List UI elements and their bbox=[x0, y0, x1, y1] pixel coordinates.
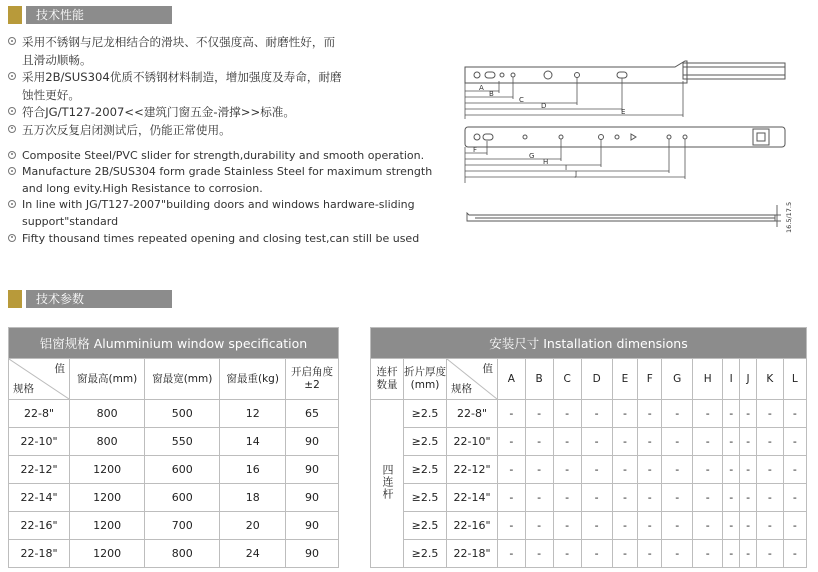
top-dimension-labels bbox=[479, 84, 625, 116]
en-bullet-text: Fifty thousand times repeated opening and closing test,can still be used bbox=[22, 231, 420, 245]
table-row bbox=[371, 400, 807, 428]
dimension-value-cell: - bbox=[783, 512, 806, 540]
table-cell: 65 bbox=[286, 400, 339, 428]
table-cell: 1200 bbox=[70, 540, 145, 568]
dim-label-i: I bbox=[565, 164, 568, 172]
table-cell: 90 bbox=[286, 540, 339, 568]
dimension-value-cell: - bbox=[612, 428, 638, 456]
dimension-value-cell: - bbox=[553, 540, 581, 568]
dimension-value-cell: - bbox=[553, 456, 581, 484]
thickness-cell: ≥2.5 bbox=[404, 512, 447, 540]
corner-cell bbox=[447, 359, 498, 400]
thickness-cell: ≥2.5 bbox=[404, 540, 447, 568]
header-thickness: 折片厚度 (mm) bbox=[404, 359, 447, 400]
dim-label-j: J bbox=[575, 170, 578, 178]
spec-cell: 22-12" bbox=[447, 456, 498, 484]
spec-cell: 22-10" bbox=[447, 428, 498, 456]
section-title: 技术性能 bbox=[26, 6, 172, 24]
table-cell: 22-12" bbox=[9, 456, 70, 484]
dimension-header-g: G bbox=[662, 359, 693, 400]
table-row bbox=[9, 456, 339, 484]
dimension-value-cell: - bbox=[638, 456, 662, 484]
table-cell: 90 bbox=[286, 484, 339, 512]
dim-label-c: C bbox=[519, 96, 524, 104]
spec-cell: 22-14" bbox=[447, 484, 498, 512]
dimension-value-cell: - bbox=[723, 512, 740, 540]
dimension-value-cell: - bbox=[693, 512, 723, 540]
dimension-header-l: L bbox=[783, 359, 806, 400]
dimension-value-cell: - bbox=[783, 428, 806, 456]
dimension-value-cell: - bbox=[740, 512, 757, 540]
dimension-value-cell: - bbox=[723, 456, 740, 484]
spec-cell: 22-18" bbox=[447, 540, 498, 568]
spec-cell: 22-8" bbox=[447, 400, 498, 428]
dimension-value-cell: - bbox=[581, 484, 612, 512]
column-header: 窗最宽(mm) bbox=[145, 359, 220, 400]
dimension-value-cell: - bbox=[525, 512, 553, 540]
dimension-value-cell: - bbox=[757, 456, 784, 484]
corner-spec-label: 规格 bbox=[13, 383, 34, 395]
dim-label-g: G bbox=[529, 152, 535, 160]
table-cell: 600 bbox=[145, 484, 220, 512]
link-type-cell: 四连杆 bbox=[371, 400, 404, 568]
dimension-value-cell: - bbox=[638, 400, 662, 428]
table-row bbox=[9, 428, 339, 456]
spec-cell: 22-16" bbox=[447, 512, 498, 540]
dimension-value-cell: - bbox=[757, 540, 784, 568]
bullet-circle-icon bbox=[8, 125, 16, 133]
dimension-value-cell: - bbox=[581, 428, 612, 456]
window-spec-table bbox=[8, 327, 339, 568]
section-marker bbox=[8, 290, 22, 308]
dimension-value-cell: - bbox=[740, 428, 757, 456]
table-cell: 600 bbox=[145, 456, 220, 484]
dimension-value-cell: - bbox=[638, 484, 662, 512]
table-title: 安装尺寸 Installation dimensions bbox=[371, 328, 807, 359]
dimension-value-cell: - bbox=[498, 540, 526, 568]
dim-label-e: E bbox=[621, 108, 626, 116]
corner-spec-label: 规格 bbox=[451, 383, 472, 395]
dimension-value-cell: - bbox=[581, 400, 612, 428]
en-bullet-text: Composite Steel/PVC slider for strength,durability and smooth operation. bbox=[22, 148, 425, 162]
dimension-value-cell: - bbox=[740, 456, 757, 484]
table-cell: 550 bbox=[145, 428, 220, 456]
dimension-value-cell: - bbox=[723, 400, 740, 428]
dimension-value-cell: - bbox=[662, 456, 693, 484]
en-bullet-text: support"standard bbox=[22, 214, 119, 228]
table-row bbox=[371, 512, 807, 540]
dimension-value-cell: - bbox=[612, 400, 638, 428]
dimension-value-cell: - bbox=[783, 484, 806, 512]
side-slider-view bbox=[467, 205, 781, 227]
dimension-value-cell: - bbox=[553, 484, 581, 512]
table-cell: 22-18" bbox=[9, 540, 70, 568]
table-cell: 800 bbox=[70, 428, 145, 456]
dimension-value-cell: - bbox=[783, 400, 806, 428]
table-cell: 12 bbox=[220, 400, 286, 428]
dimension-value-cell: - bbox=[525, 540, 553, 568]
dim-label-b: B bbox=[489, 90, 494, 98]
bullet-circle-icon bbox=[8, 151, 16, 159]
thickness-cell: ≥2.5 bbox=[404, 456, 447, 484]
dimension-header-a: A bbox=[498, 359, 526, 400]
dimension-value-cell: - bbox=[612, 512, 638, 540]
bullet-circle-icon bbox=[8, 107, 16, 115]
column-header: 开启角度 ±2 bbox=[286, 359, 339, 400]
header-link-count: 连杆 数量 bbox=[371, 359, 404, 400]
dimension-value-cell: - bbox=[723, 428, 740, 456]
en-bullet bbox=[8, 231, 448, 248]
dimension-header-i: I bbox=[723, 359, 740, 400]
dimension-value-cell: - bbox=[757, 428, 784, 456]
table-cell: 20 bbox=[220, 512, 286, 540]
dimension-value-cell: - bbox=[740, 400, 757, 428]
dim-label-h: H bbox=[543, 158, 549, 166]
dimension-value-cell: - bbox=[553, 512, 581, 540]
table-cell: 22-10" bbox=[9, 428, 70, 456]
dim-label-a: A bbox=[479, 84, 484, 92]
section-header-performance bbox=[8, 6, 172, 24]
table-row bbox=[9, 484, 339, 512]
dim-label-d: D bbox=[541, 102, 547, 110]
dimension-value-cell: - bbox=[783, 456, 806, 484]
dimension-value-cell: - bbox=[498, 456, 526, 484]
corner-cell bbox=[9, 359, 70, 400]
table-row bbox=[9, 540, 339, 568]
corner-value-label: 值 bbox=[482, 363, 493, 375]
dimension-value-cell: - bbox=[638, 512, 662, 540]
dimension-header-e: E bbox=[612, 359, 638, 400]
slider-technical-drawing bbox=[455, 55, 805, 245]
dimension-value-cell: - bbox=[693, 484, 723, 512]
table-row bbox=[9, 400, 339, 428]
dimension-value-cell: - bbox=[783, 540, 806, 568]
table-cell: 700 bbox=[145, 512, 220, 540]
dimension-value-cell: - bbox=[498, 484, 526, 512]
dimension-value-cell: - bbox=[740, 540, 757, 568]
table-cell: 1200 bbox=[70, 456, 145, 484]
dimension-value-cell: - bbox=[662, 484, 693, 512]
dim-label-f: F bbox=[473, 146, 478, 154]
dimension-value-cell: - bbox=[693, 400, 723, 428]
table-cell: 1200 bbox=[70, 484, 145, 512]
dimension-value-cell: - bbox=[638, 428, 662, 456]
table-cell: 22-14" bbox=[9, 484, 70, 512]
thickness-cell: ≥2.5 bbox=[404, 428, 447, 456]
dimension-value-cell: - bbox=[662, 428, 693, 456]
dimension-header-h: H bbox=[693, 359, 723, 400]
cn-bullet-text: 五万次反复启闭测试后，仍能正常使用。 bbox=[22, 122, 231, 137]
dimension-value-cell: - bbox=[662, 400, 693, 428]
dimension-value-cell: - bbox=[723, 484, 740, 512]
column-header: 窗最重(kg) bbox=[220, 359, 286, 400]
cn-bullet-text: 采用2B/SUS304优质不锈钢材料制造，增加强度及寿命，耐磨 bbox=[22, 70, 342, 85]
dimension-value-cell: - bbox=[757, 400, 784, 428]
table-cell: 90 bbox=[286, 456, 339, 484]
middle-slider-view bbox=[465, 127, 785, 147]
column-header: 窗最高(mm) bbox=[70, 359, 145, 400]
cn-bullet-text: 蚀性更好。 bbox=[22, 87, 80, 102]
dimension-value-cell: - bbox=[525, 456, 553, 484]
dimension-value-cell: - bbox=[612, 540, 638, 568]
middle-dimension-labels bbox=[473, 146, 577, 178]
thickness-cell: ≥2.5 bbox=[404, 484, 447, 512]
table-cell: 1200 bbox=[70, 512, 145, 540]
table-row bbox=[371, 484, 807, 512]
dimension-value-cell: - bbox=[723, 540, 740, 568]
dimension-value-cell: - bbox=[693, 540, 723, 568]
cn-bullet-text: 符合JG/T127-2007<<建筑门窗五金-滑撑>>标准。 bbox=[22, 105, 295, 120]
dimension-value-cell: - bbox=[553, 400, 581, 428]
dimension-value-cell: - bbox=[693, 456, 723, 484]
table-cell: 24 bbox=[220, 540, 286, 568]
side-dimension-label: 16.5/17.5 bbox=[785, 201, 793, 233]
dimension-value-cell: - bbox=[662, 540, 693, 568]
table-cell: 800 bbox=[145, 540, 220, 568]
cn-bullet-text: 采用不锈钢与尼龙相结合的滑块、不仅强度高、耐磨性好，而 bbox=[22, 35, 336, 49]
dimension-value-cell: - bbox=[525, 400, 553, 428]
section-title: 技术参数 bbox=[26, 290, 172, 308]
table-cell: 18 bbox=[220, 484, 286, 512]
dimension-header-j: J bbox=[740, 359, 757, 400]
dimension-header-d: D bbox=[581, 359, 612, 400]
table-row bbox=[9, 512, 339, 540]
bullet-circle-icon bbox=[8, 234, 16, 242]
table-cell: 22-16" bbox=[9, 512, 70, 540]
dimension-value-cell: - bbox=[581, 512, 612, 540]
table-row bbox=[371, 428, 807, 456]
en-bullet bbox=[8, 148, 448, 165]
dimension-value-cell: - bbox=[525, 428, 553, 456]
table-row bbox=[371, 540, 807, 568]
cn-bullet bbox=[8, 122, 448, 140]
feature-list bbox=[8, 34, 448, 247]
dimension-value-cell: - bbox=[757, 512, 784, 540]
dimension-header-c: C bbox=[553, 359, 581, 400]
table-cell: 16 bbox=[220, 456, 286, 484]
dimension-value-cell: - bbox=[581, 540, 612, 568]
installation-dimensions-table bbox=[370, 327, 807, 568]
dimension-value-cell: - bbox=[693, 428, 723, 456]
en-bullet bbox=[8, 164, 448, 197]
cn-bullet bbox=[8, 104, 448, 122]
dimension-value-cell: - bbox=[581, 456, 612, 484]
bullet-circle-icon bbox=[8, 37, 16, 45]
table-title: 铝窗规格 Alumminium window specification bbox=[9, 328, 339, 359]
cn-bullet-text: 且滑动顺畅。 bbox=[22, 52, 92, 67]
bullet-circle-icon bbox=[8, 200, 16, 208]
dimension-value-cell: - bbox=[757, 484, 784, 512]
dimension-value-cell: - bbox=[740, 484, 757, 512]
bullet-circle-icon bbox=[8, 167, 16, 175]
dimension-value-cell: - bbox=[498, 512, 526, 540]
dimension-value-cell: - bbox=[612, 456, 638, 484]
corner-value-label: 值 bbox=[54, 363, 65, 375]
en-bullet-text: and long evity.High Resistance to corrosion. bbox=[22, 181, 263, 195]
table-cell: 14 bbox=[220, 428, 286, 456]
dimension-value-cell: - bbox=[553, 428, 581, 456]
dimension-value-cell: - bbox=[638, 540, 662, 568]
dimension-value-cell: - bbox=[612, 484, 638, 512]
en-bullet-text: In line with JG/T127-2007"building doors and windows hardware-sliding bbox=[22, 198, 415, 212]
dimension-value-cell: - bbox=[525, 484, 553, 512]
section-header-parameters bbox=[8, 290, 172, 308]
bullet-circle-icon bbox=[8, 72, 16, 80]
dimension-header-k: K bbox=[757, 359, 784, 400]
cn-bullet bbox=[8, 34, 448, 69]
section-marker bbox=[8, 6, 22, 24]
dimension-header-f: F bbox=[638, 359, 662, 400]
table-row bbox=[371, 456, 807, 484]
table-cell: 800 bbox=[70, 400, 145, 428]
dimension-value-cell: - bbox=[662, 512, 693, 540]
cn-bullet bbox=[8, 69, 448, 104]
en-bullet-text: Manufacture 2B/SUS304 form grade Stainless Steel for maximum strength bbox=[22, 165, 433, 179]
table-cell: 90 bbox=[286, 512, 339, 540]
dimension-value-cell: - bbox=[498, 428, 526, 456]
dimension-header-b: B bbox=[525, 359, 553, 400]
table-cell: 90 bbox=[286, 428, 339, 456]
dimension-value-cell: - bbox=[498, 400, 526, 428]
table-cell: 22-8" bbox=[9, 400, 70, 428]
thickness-cell: ≥2.5 bbox=[404, 400, 447, 428]
en-bullet bbox=[8, 197, 448, 230]
table-cell: 500 bbox=[145, 400, 220, 428]
